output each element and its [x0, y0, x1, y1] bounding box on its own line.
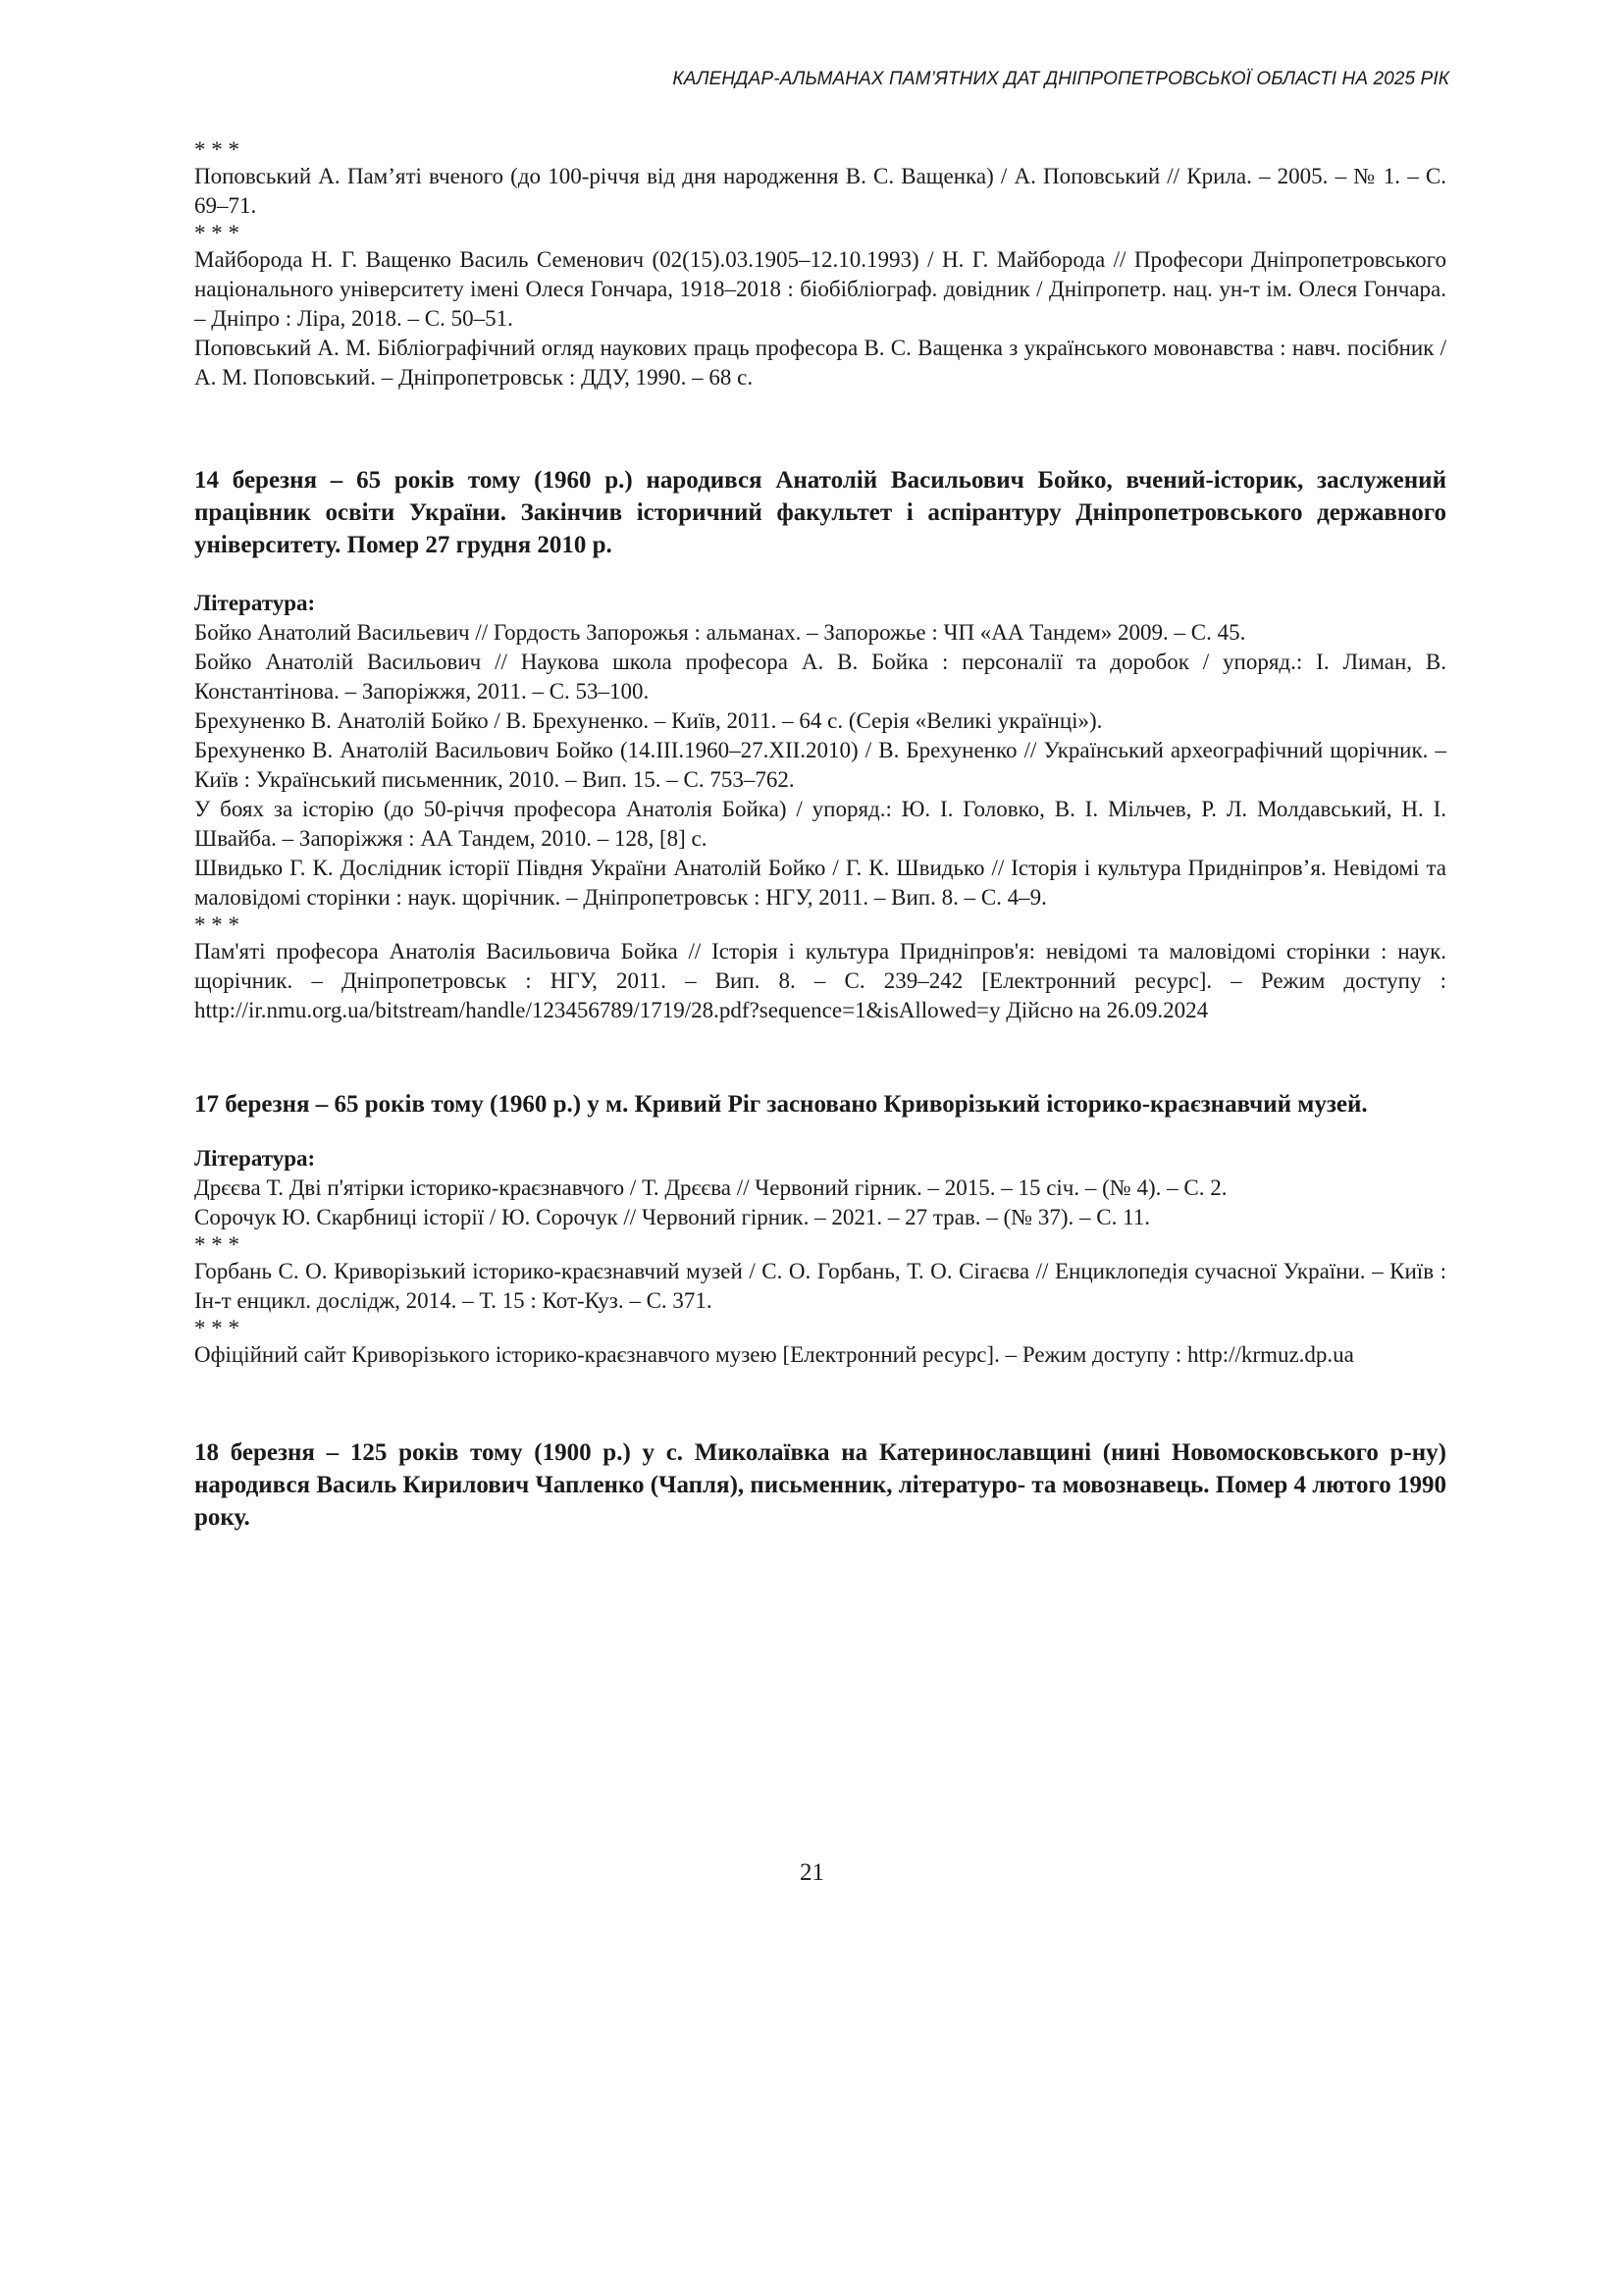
reference-item: Брехуненко В. Анатолій Бойко / В. Брехуненко. – Київ, 2011. – 64 с. (Серія «Великі українці»).: [194, 708, 1103, 733]
reference-item: Поповський А. Пам’яті вченого (до 100-річчя від дня народження В. С. Ващенка) / А. Поповський // Крила. – 2005. – № 1. – С. 69–71.: [194, 164, 1446, 218]
separator: * * *: [194, 913, 239, 937]
entry-heading: 18 березня – 125 років тому (1900 р.) у с. Миколаївка на Катеринославщині (нині Новомосковського р-ну) народився Василь Кирилович Чапленко (Чапля), письменник, літературо- та мовознавець. Помер 4 лютого 1990 року.: [194, 1439, 1446, 1531]
reference-item: Бойко Анатолій Васильович // Наукова школа професора А. В. Бойка : персоналії та доробок / упоряд.: І. Лиман, В. Константінова. – Запоріжжя, 2011. – С. 53–100.: [194, 650, 1446, 704]
separator: * * *: [194, 1316, 239, 1340]
page-number: 21: [800, 1859, 824, 1886]
page-content: [194, 137, 1446, 1534]
reference-item: Сорочук Ю. Скарбниці історії / Ю. Сорочук // Червоний гірник. – 2021. – 27 трав. – (№ 37). – С. 11.: [194, 1205, 1150, 1229]
literature-label: Література:: [194, 1146, 316, 1171]
reference-item: Швидько Г. К. Дослідник історії Півдня України Анатолій Бойко / Г. К. Швидько // Історія і культура Придніпров’я. Невідомі та маловідомі сторінки : наук. щорічник. – Дніпропетровськ : НГУ, 2011. – Вип. 8. – С. 4–9.: [194, 856, 1446, 910]
reference-item: Поповський А. М. Бібліографічний огляд наукових праць професора В. С. Ващенка з українського мовонавства : навч. посібник / А. М. Поповський. – Дніпропетровськ : ДДУ, 1990. – 68 с.: [194, 336, 1446, 390]
intro-references: [194, 137, 1446, 392]
literature-label: Література:: [194, 591, 316, 615]
reference-item: Бойко Анатолий Васильевич // Гордость Запорожья : альманах. – Запорожье : ЧП «АА Тандем» 2009. – С. 45.: [194, 620, 1246, 645]
reference-item: Офіційний сайт Криворізького історико-краєзнавчого музею [Електронний ресурс]. – Режим доступу : http://krmuz.dp.ua: [194, 1342, 1354, 1367]
reference-item: У боях за історію (до 50-річчя професора Анатолія Бойка) / упоряд.: Ю. І. Головко, В. І. Мільчев, Р. Л. Молдавський, Н. І. Швайба. – Запоріжжя : АА Тандем, 2010. – 128, [8] с.: [194, 797, 1446, 851]
reference-item: Пам'яті професора Анатолія Васильовича Бойка // Історія і культура Придніпров'я: невідомі та маловідомі сторінки : наук. щорічник. – Дніпропетровськ : НГУ, 2011. – Вип. 8. – С. 239–242 [Електронний ресурс]. – Режим доступу : http://ir.nmu.org.ua/bitstream/handle/123456789/1719/28.pdf?sequence=1&isAllowed=y Дійсно на 26.09.2024: [194, 939, 1446, 1022]
entry-boyko: [194, 464, 1446, 1025]
reference-item: Брехуненко В. Анатолій Васильович Бойко (14.ІІІ.1960–27.ХІІ.2010) / В. Брехуненко // Український археографічний щорічник. – Київ : Український письменник, 2010. – Вип. 15. – С. 753–762.: [194, 738, 1446, 792]
reference-item: Майборода Н. Г. Ващенко Василь Семенович (02(15).03.1905–12.10.1993) / Н. Г. Майборода // Професори Дніпропетровського національного університету імені Олеся Гончара, 1918–2018 : біобібліограф. довідник / Дніпропетр. нац. ун-т ім. Олеся Гончара. – Дніпро : Ліра, 2018. – С. 50–51.: [194, 247, 1446, 331]
entry-heading: 14 березня – 65 років тому (1960 р.) народився Анатолій Васильович Бойко, вчений-історик, заслужений працівник освіти України. Закінчив історичний факультет і аспірантуру Дніпропетровського державного університету. Помер 27 грудня 2010 р.: [194, 467, 1446, 558]
separator: * * *: [194, 137, 239, 162]
running-header: КАЛЕНДАР-АЛЬМАНАХ ПАМ’ЯТНИХ ДАТ ДНІПРОПЕТРОВСЬКОЇ ОБЛАСТІ НА 2025 РІК: [672, 69, 1449, 89]
separator: * * *: [194, 221, 239, 245]
entry-museum: [194, 1088, 1446, 1370]
entry-heading: 17 березня – 65 років тому (1960 р.) у м. Кривий Ріг засновано Криворізький історико-краєзнавчий музей.: [194, 1091, 1368, 1118]
separator: * * *: [194, 1232, 239, 1257]
entry-chaplenko: [194, 1436, 1446, 1534]
reference-item: Горбань С. О. Криворізький історико-краєзнавчий музей / С. О. Горбань, Т. О. Сігаєва // Енциклопедія сучасної України. – Київ : Ін-т енцикл. дослідж, 2014. – Т. 15 : Кот-Куз. – С. 371.: [194, 1259, 1446, 1313]
reference-item: Дрєєва Т. Дві п'ятірки історико-краєзнавчого / Т. Дрєєва // Червоний гірник. – 2015. – 15 січ. – (№ 4). – С. 2.: [194, 1175, 1228, 1200]
